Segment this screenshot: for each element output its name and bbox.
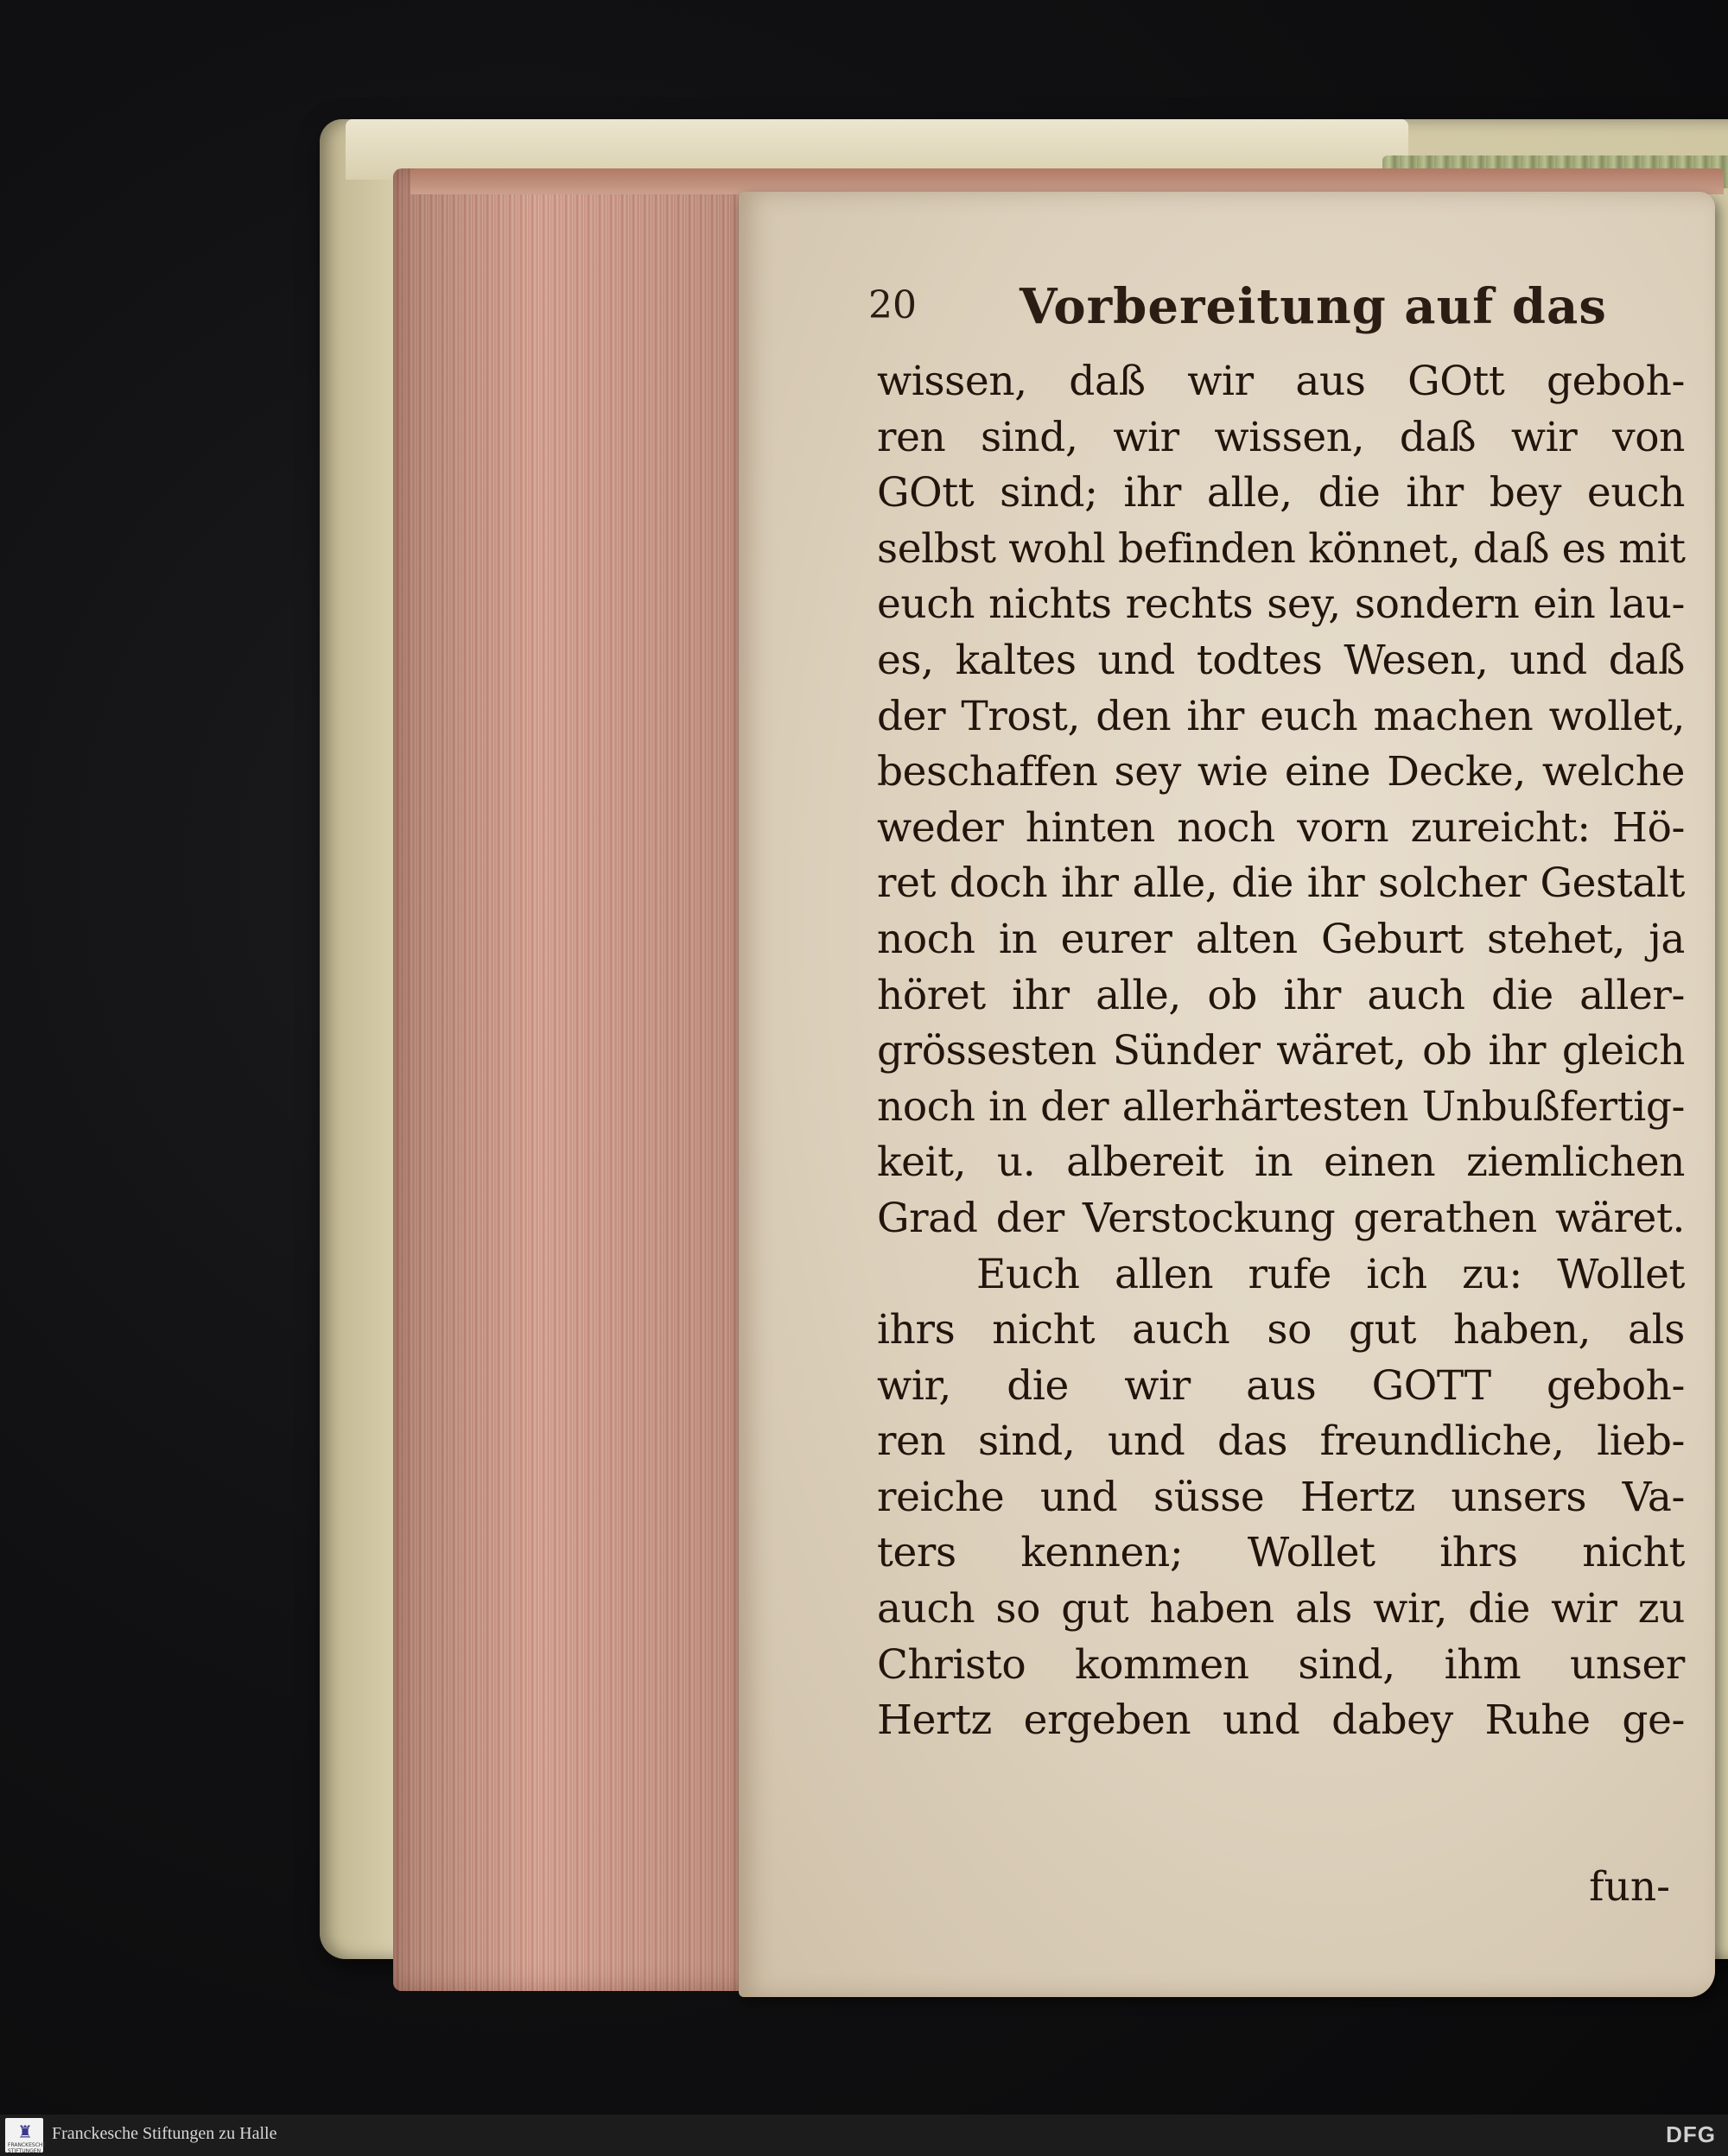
text-line: beschaffen sey wie eine Decke, welche [877,748,1685,796]
text-line: reiche und süsse Hertz unsers Va- [877,1473,1685,1521]
text-line: der Trost, den ihr euch machen wollet, [877,692,1685,740]
body-text [877,354,1685,1749]
text-line: höret ihr alle, ob ihr auch die aller- [877,971,1685,1019]
text-line: ret doch ihr alle, die ihr solcher Gestalt [877,859,1685,908]
page-header [868,278,1680,339]
dfg-logo[interactable]: DFG [1666,2121,1716,2147]
text-line: euch nichts rechts sey, sondern ein lau- [877,580,1685,629]
text-line: wir, die wir aus GOTT geboh- [877,1361,1685,1410]
catchword: fun- [1589,1863,1670,1911]
institution-name[interactable]: Franckesche Stiftungen zu Halle [52,2124,277,2143]
text-line: Grad der Verstockung gerathen wäret. [877,1194,1685,1242]
text-line: ren sind, wir wissen, daß wir von [877,413,1685,461]
text-line: grössesten Sünder wäret, ob ihr gleich [877,1027,1685,1075]
running-head: Vorbereitung auf das [1020,278,1607,335]
text-line: noch in der allerhärtesten Unbußfertig- [877,1082,1685,1131]
text-line: ren sind, und das freundliche, lieb- [877,1417,1685,1466]
text-line: wissen, daß wir aus GOtt geboh- [877,358,1685,405]
institution-logo[interactable] [5,2118,47,2154]
page-edges-shading [393,168,756,1991]
text-line: auch so gut haben als wir, die wir zu [877,1585,1685,1633]
paragraph-start-line: Euch allen rufe ich zu: Wollet [976,1250,1685,1298]
viewer-footer [0,2115,1728,2156]
text-line: Christo kommen sind, ihm unser [877,1640,1685,1689]
text-line: selbst wohl befinden könnet, daß es mit [877,524,1686,573]
text-line: weder hinten noch vorn zureicht: Hö- [877,803,1685,852]
page-block-top [410,168,1724,194]
page-number: 20 [868,283,917,327]
book-page [739,192,1715,1997]
text-line: keit, u. albereit in einen ziemlichen [877,1138,1685,1187]
text-line: ters kennen; Wollet ihrs nicht [877,1529,1685,1577]
tower-icon: ♜ [17,2121,33,2142]
text-line: Hertz ergeben und dabey Ruhe ge- [877,1696,1685,1745]
text-line: ihrs nicht auch so gut haben, als [877,1306,1685,1354]
logo-caption: FRANCKESCHE STIFTUNGEN [8,2142,47,2154]
text-line: GOtt sind; ihr alle, die ihr bey euch [877,469,1685,517]
text-line: es, kaltes und todtes Wesen, und daß [877,636,1685,684]
text-line: noch in eurer alten Geburt stehet, ja [877,915,1685,963]
